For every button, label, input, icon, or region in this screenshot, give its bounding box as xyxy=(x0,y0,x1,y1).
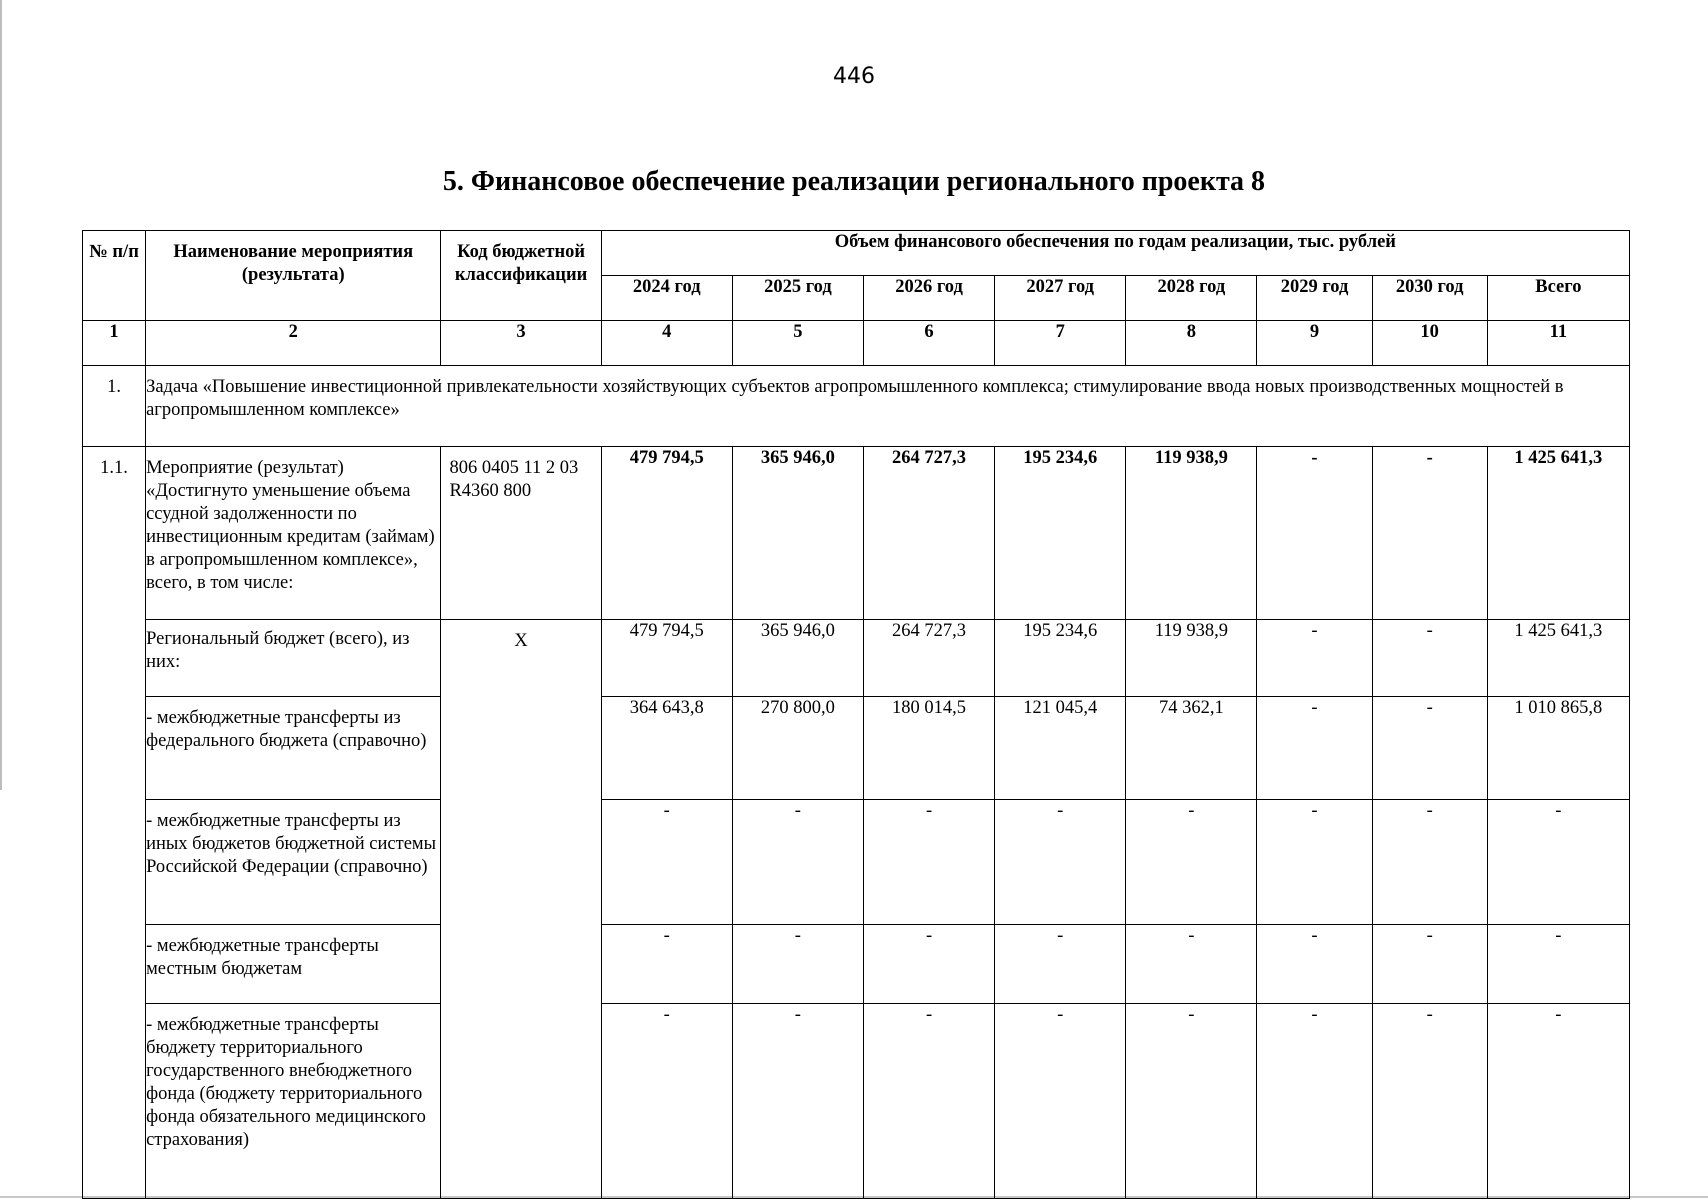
cell-value: 365 946,0 xyxy=(732,447,863,620)
cell-value: 119 938,9 xyxy=(1126,620,1257,697)
cell-value: 1 010 865,8 xyxy=(1487,697,1629,800)
cell-value: 74 362,1 xyxy=(1126,697,1257,800)
header-year: 2027 год xyxy=(995,276,1126,321)
cell-value: - xyxy=(732,800,863,925)
cell-value: - xyxy=(732,925,863,1004)
financing-table xyxy=(82,230,1630,1199)
cell-value: - xyxy=(1372,925,1487,1004)
header-name: Наименование мероприятия (результата) xyxy=(146,231,441,321)
table-row xyxy=(83,800,1630,925)
table-row xyxy=(83,697,1630,800)
column-number: 7 xyxy=(995,321,1126,366)
row-name: - межбюджетные трансферты из федерального бюджета (справочно) xyxy=(146,697,441,800)
budget-code: 806 0405 11 2 03 R4360 800 xyxy=(449,458,579,501)
task-number: 1. xyxy=(83,366,146,447)
column-number: 3 xyxy=(441,321,601,366)
cell-value: - xyxy=(1257,620,1372,697)
cell-value: 365 946,0 xyxy=(732,620,863,697)
cell-value: 270 800,0 xyxy=(732,697,863,800)
task-row xyxy=(83,366,1630,447)
table-row xyxy=(83,447,1630,620)
row-name: Мероприятие (результат) «Достигнуто уменьшение объема ссудной задолженности по инвестиционным кредитам (займам) в агропромышленном комплексе», всего, в том числе: xyxy=(146,447,441,620)
header-num: № п/п xyxy=(83,231,146,321)
header-year: 2030 год xyxy=(1372,276,1487,321)
header-year: 2028 год xyxy=(1126,276,1257,321)
column-number: 6 xyxy=(863,321,994,366)
cell-value: - xyxy=(863,1004,994,1199)
task-text: Задача «Повышение инвестиционной привлекательности хозяйствующих субъектов агропромышленного комплекса; стимулирование ввода новых производственных мощностей в агропромышленном комплексе» xyxy=(146,366,1630,447)
cell-value: - xyxy=(1372,620,1487,697)
cell-value: 119 938,9 xyxy=(1126,447,1257,620)
cell-value: 1 425 641,3 xyxy=(1487,447,1629,620)
cell-value: - xyxy=(1257,925,1372,1004)
header-year: 2029 год xyxy=(1257,276,1372,321)
cell-value: 479 794,5 xyxy=(601,447,732,620)
cell-value: - xyxy=(1126,925,1257,1004)
header-row-top xyxy=(83,231,1630,276)
cell-value: - xyxy=(1487,1004,1629,1199)
header-year: 2026 год xyxy=(863,276,994,321)
column-number: 9 xyxy=(1257,321,1372,366)
cell-value: - xyxy=(995,800,1126,925)
table-row xyxy=(83,620,1630,697)
cell-value: - xyxy=(1126,1004,1257,1199)
header-code: Код бюджетной классификации xyxy=(441,231,601,321)
cell-value: - xyxy=(1126,800,1257,925)
cell-value: - xyxy=(1372,697,1487,800)
cell-value: - xyxy=(995,1004,1126,1199)
cell-value: - xyxy=(1257,1004,1372,1199)
cell-value: 195 234,6 xyxy=(995,620,1126,697)
header-year: 2024 год xyxy=(601,276,732,321)
cell-value: 1 425 641,3 xyxy=(1487,620,1629,697)
row-name: - межбюджетные трансферты местным бюджетам xyxy=(146,925,441,1004)
cell-value: - xyxy=(1372,1004,1487,1199)
row-name: - межбюджетные трансферты из иных бюджетов бюджетной системы Российской Федерации (справочно) xyxy=(146,800,441,925)
cell-value: - xyxy=(1257,447,1372,620)
cell-value: - xyxy=(601,800,732,925)
x-mark-cell xyxy=(441,620,601,1199)
cell-value: - xyxy=(601,925,732,1004)
scan-edge-left xyxy=(0,0,2,790)
column-number-row xyxy=(83,321,1630,366)
cell-value: - xyxy=(1257,800,1372,925)
column-number: 4 xyxy=(601,321,732,366)
column-number: 2 xyxy=(146,321,441,366)
cell-value: 264 727,3 xyxy=(863,620,994,697)
cell-value: 364 643,8 xyxy=(601,697,732,800)
cell-value: - xyxy=(1487,925,1629,1004)
page-number: 446 xyxy=(833,64,875,89)
column-number: 11 xyxy=(1487,321,1629,366)
cell-value: - xyxy=(863,925,994,1004)
cell-value: - xyxy=(601,1004,732,1199)
x-mark: X xyxy=(514,631,528,651)
cell-value: 264 727,3 xyxy=(863,447,994,620)
cell-value: 479 794,5 xyxy=(601,620,732,697)
header-volume: Объем финансового обеспечения по годам реализации, тыс. рублей xyxy=(601,231,1629,276)
cell-value: 121 045,4 xyxy=(995,697,1126,800)
cell-value: 195 234,6 xyxy=(995,447,1126,620)
cell-value: 180 014,5 xyxy=(863,697,994,800)
cell-value: - xyxy=(1372,447,1487,620)
row-name: Региональный бюджет (всего), из них: xyxy=(146,620,441,697)
activity-number: 1.1. xyxy=(83,447,146,1199)
header-total: Всего xyxy=(1487,276,1629,321)
cell-value: - xyxy=(1372,800,1487,925)
table-row xyxy=(83,925,1630,1004)
cell-value: - xyxy=(863,800,994,925)
column-number: 8 xyxy=(1126,321,1257,366)
document-title: 5. Финансовое обеспечение реализации регионального проекта 8 xyxy=(442,166,1266,197)
budget-code-cell xyxy=(441,447,601,620)
table-row xyxy=(83,1004,1630,1199)
column-number: 5 xyxy=(732,321,863,366)
cell-value: - xyxy=(995,925,1126,1004)
column-number: 10 xyxy=(1372,321,1487,366)
column-number: 1 xyxy=(83,321,146,366)
cell-value: - xyxy=(1487,800,1629,925)
row-name: - межбюджетные трансферты бюджету территориального государственного внебюджетного фонда (бюджету территориального фонда обязательного медицинского страхования) xyxy=(146,1004,441,1199)
cell-value: - xyxy=(1257,697,1372,800)
cell-value: - xyxy=(732,1004,863,1199)
header-year: 2025 год xyxy=(732,276,863,321)
